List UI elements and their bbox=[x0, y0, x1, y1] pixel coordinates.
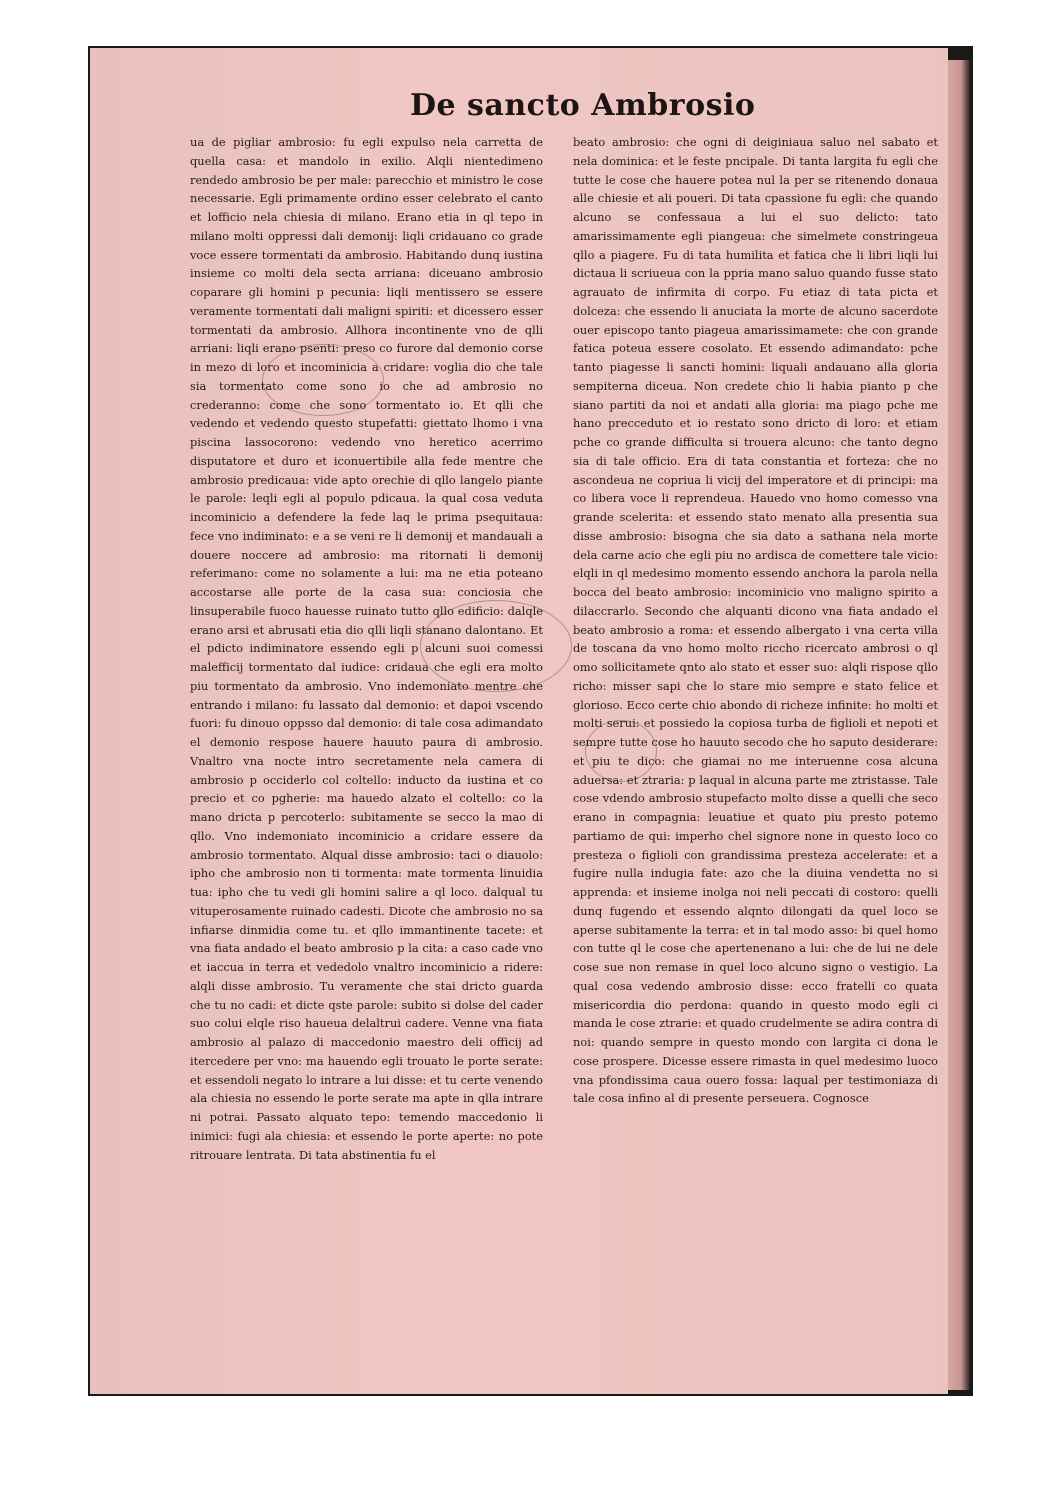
watermark-mark bbox=[262, 344, 384, 416]
text-column-left bbox=[190, 133, 543, 1315]
column-text: beato ambrosio: che ogni di deiginiaua saluo nel sabato et nela dominica: et le feste pncipale. Di tanta largita fu egli che tutte le cose che hauere potea nul la per se ritenendo donaua alle chiesie et ali poueri. Di tata cpassione fu egli: che quando alcuno se confessaua a lui el suo delicto: tato amarissimamente egli piangeua: che simelmete constringeua qllo a piagere. Fu di tata humilita et fatica che li libri liqli lui dictaua li scriueua con la ppria mano saluo quando fusse stato agrauato de infirmita di corpo. Fu etiaz di tata picta et dolceza: che essendo li anuciata la morte de alcuno sacerdote ouer episcopo tanto piageua amarissimamete: che con grande fatica poteua essere cosolato. Et essendo adimandato: pche tanto piagesse li sancti homini: liquali andauano alla gloria sempiterna diceua. Non credete chio li habia pianto p che siano partiti da noi et andati alla gloria: ma piago pche me hano precceduto et io restato sono dricto di loro: et etiam pche co grande difficulta si trouera alcuno: che tanto degno sia di tale officio. Era di tata constantia et forteza: che no ascondeua ne copriua li vicij del imperatore et di principi: ma co libera voce li reprendeua. Hauedo vno homo comesso vna grande scelerita: et essendo stato menato alla presentia sua disse ambrosio: bisogna che sia dato a sathana nela morte dela carne acio che egli piu no ardisca de comettere tale vicio: elqli in ql medesimo momento essendo anchora la parola nella bocca del beato ambrosio: incominicio vno maligno spirito a dilaccrarlo. Secondo che alquanti dicono vna fiata andado el beato ambrosio a roma: et essendo albergato i vna certa villa de toscana da vno homo molto riccho ricercato ambrosi o ql omo sollicitamete qnto alo stato et esser suo: alqli rispose qllo richo: misser sapi che lo stare mio sempre e stato felice et glorioso. Ecco certe chio abondo di richeze infinite: ho molti et molti serui: et possiedo la copiosa turba de figlioli et nepoti et sempre tutte cose ho hauuto secodo che ho saputo desiderare: et piu te dico: che giamai no me interuenne cosa alcuna aduersa: et ztraria: p laqual in alcuna parte me ztristasse. Tale cose vdendo ambrosio stupefacto molto disse a quelli che seco erano in compagnia: leuatiue et quato piu presto potemo partiamo de qui: imperho chel signore none in questo loco co presteza o figlioli con grandissima presteza accelerate: et a fugire nulla indugia fate: azo che la diuina vendetta no si apprenda: et insieme inolga noi neli peccati di costoro: quelli dunq fugendo et essendo alqnto dilongati da quel loco se aperse subitamente la terra: et in tal modo asso: bi quel homo con tutte ql le cose che apertenenano a lui: che de lui ne dele cose sue non remase in quel loco alcuno signo o vestigio. La qual cosa vedendo ambrosio disse: ecco fratelli co quata misericordia dio perdona: quando in questo modo egli ci manda le cose ztrarie: et quado crudelmente se adira contra di noi: quando sempre in questo mondo con largita ci dona le cose prospere. Dicesse essere rimasta in quel medesimo luoco vna pfondissima caua ouero fossa: laqual per testimoniaza di tale cosa infino al di presente perseuera. Cognosce bbox=[573, 135, 938, 1106]
running-head: De sancto Ambrosio bbox=[410, 88, 756, 123]
watermark-mark bbox=[420, 600, 572, 692]
page-edge bbox=[948, 60, 970, 1390]
column-text: ua de pigliar ambrosio: fu egli expulso nela carretta de quella casa: et mandolo in exilio. Alqli nientedimeno rendedo ambrosio be per male: parecchio et ministro le cose necessarie. Egli primamente ordino esser celebrato el canto et lofficio nela chiesia di milano. Erano etia in ql tepo in milano molti oppressi dali demonij: liqli cridauano co grade voce essere tormentati da ambrosio. Habitando dunq iustina insieme co molti dela secta arriana: diceuano ambrosio coparare gli homini p pecunia: liqli mentissero se essere veramente tormentati dali maligni spiriti: et dicessero esser tormentati da ambrosio. Allhora incontinente vno de qlli arriani: liqli erano psenti: preso co furore dal demonio corse in mezo di loro et incominicia a cridare: voglia dio che tale sia tormentato come sono io che ad ambrosio no crederanno: come che sono tormentato io. Et qlli che vedendo et vedendo questo stupefatti: giettato lhomo i vna piscina lassocorono: vedendo vno heretico acerrimo disputatore et duro et iconuertibile alla fede mentre che ambrosio predicaua: vide apto orechie di qllo langelo piante le parole: leqli egli al populo pdicaua. la qual cosa veduta incominicio a defendere la fede laq le prima psequitaua: fece vno indiminato: e a se veni re li demonij et mandauali a douere noccere ad ambrosio: ma ritornati li demonij referimano: come no solamente a lui: ma ne etia poteano accostarse alle porte de la casa sua: conciosia che linsuperabile fuoco hauesse ruinato tutto qllo edificio: dalqle erano arsi et abrusati etia dio qlli liqli stanano dalontano. Et el pdicto indiminatore essendo egli p alcuni suoi comessi malefficij tormentato dal iudice: cridaua che egli era molto piu tormentato da ambrosio. Vno indemoniato mentre che entrando i milano: fu lassato dal demonio: et dapoi vscendo fuori: fu dinouo oppsso dal demonio: di tale cosa adimandato el demonio respose hauere hauuto paura di ambrosio. Vnaltro vna nocte intro secretamente nela camera di ambrosio p occiderlo col coltello: inducto da iustina et co precio et co pgherie: ma hauedo alzato el coltello: co la mano dricta p percoterlo: subitamente se secco la mao di qllo. Vno indemoniato incominicio a cridare essere da ambrosio tormentato. Alqual disse ambrosio: taci o diauolo: ipho che ambrosio non ti tormenta: mate tormenta linuidia tua: ipho che tu vedi gli homini salire a ql loco. dalqual tu vituperosamente ruinado cadesti. Dicote che ambrosio no sa infiarse dinmidia come tu. et qllo immantinente tacete: et vna fiata andado el beato ambrosio p la cita: a caso cade vno et iaccua in terra et vededolo vnaltro incominicio a ridere: alqli disse ambrosio. Tu veramente che stai dricto guarda che tu no cadi: et dicte qste parole: subito si dolse del cader suo colui elqle riso haueua delaltrui cadere. Venne vna fiata ambrosio al palazo di maccedonio maestro deli officij ad itercedere per vno: ma hauendo egli trouato le porte serate: et essendoli negato lo intrare a lui disse: et tu certe venendo ala chiesia no essendo le porte serate ma apte in qlla intrare ni potrai. Passato alquato tepo: temendo maccedonio li inimici: fugi ala chiesia: et essendo le porte aperte: no pote ritrouare lentrata. Di tata abstinentia fu el bbox=[190, 135, 543, 1162]
watermark-mark bbox=[585, 720, 657, 782]
